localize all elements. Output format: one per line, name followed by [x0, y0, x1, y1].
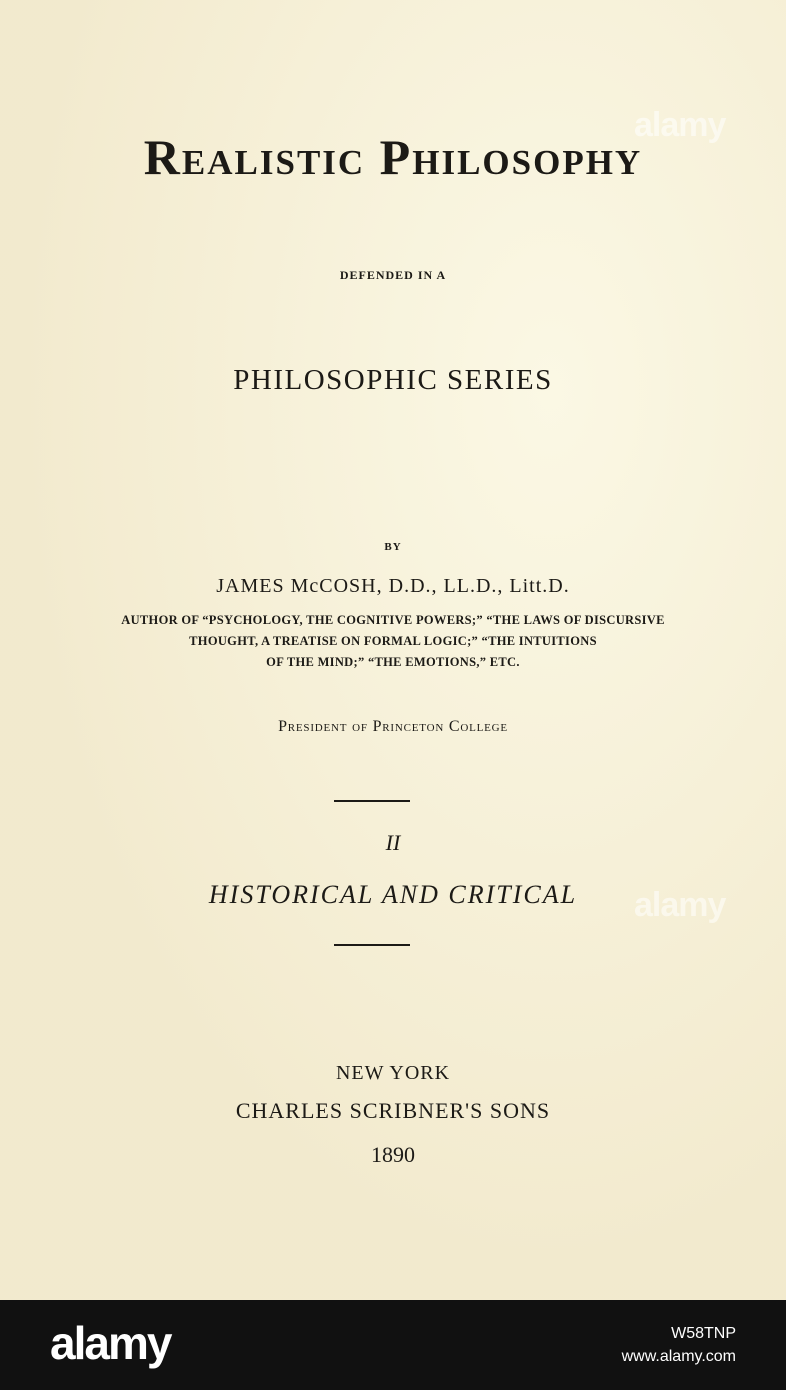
works-line-1: AUTHOR OF “PSYCHOLOGY, THE COGNITIVE POWERS;” “THE LAWS OF DISCURSIVE	[121, 613, 665, 627]
volume-number: II	[385, 830, 401, 855]
site-url: www.alamy.com	[621, 1348, 736, 1365]
works-line-2: THOUGHT, A TREATISE ON FORMAL LOGIC;” “THE INTUITIONS	[189, 634, 597, 648]
publisher-city: NEW YORK	[335, 1062, 451, 1084]
alamy-logo: alamy	[50, 1317, 171, 1369]
watermark: alamy	[634, 886, 726, 924]
author-position: President of Princeton College	[278, 718, 508, 735]
publication-year: 1890	[371, 1142, 415, 1167]
publisher-name: CHARLES SCRIBNER'S SONS	[235, 1098, 551, 1123]
volume-subtitle: HISTORICAL AND CRITICAL	[208, 880, 578, 909]
image-id: W58TNP	[671, 1325, 736, 1342]
by-line: BY	[384, 541, 402, 553]
works-line-3: OF THE MIND;” “THE EMOTIONS,” ETC.	[266, 655, 520, 669]
divider-rule	[334, 944, 410, 946]
series-name: PHILOSOPHIC SERIES	[233, 364, 553, 396]
defended-line: DEFENDED IN A	[339, 268, 447, 282]
author-name: JAMES McCOSH, D.D., LL.D., Litt.D.	[216, 575, 570, 597]
watermark: alamy	[634, 106, 726, 144]
book-title: Realistic Philosophy	[143, 129, 643, 185]
divider-rule	[334, 800, 410, 802]
